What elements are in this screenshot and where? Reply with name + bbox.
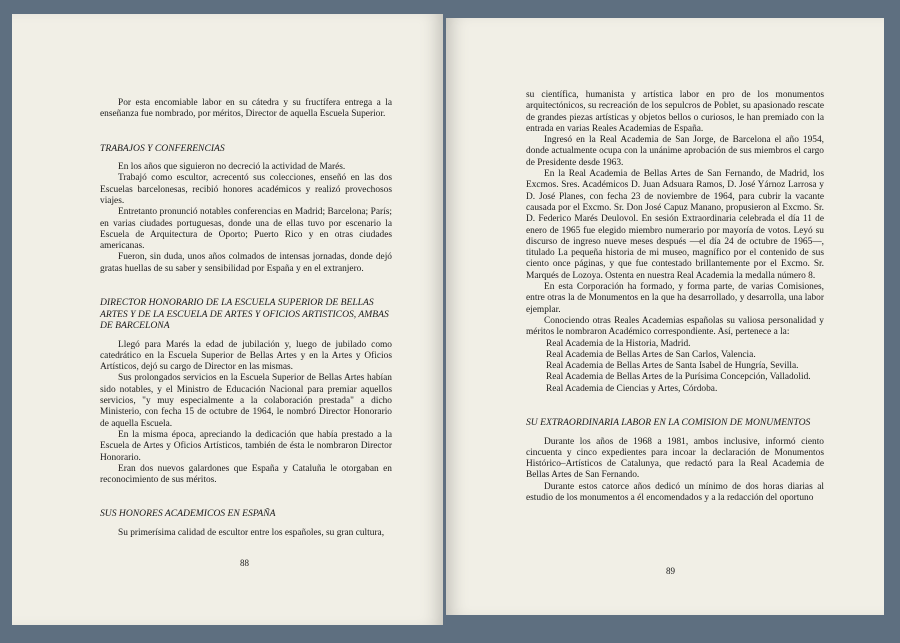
section-heading-trabajos: TRABAJOS Y CONFERENCIAS [100,142,225,154]
paragraph: En la misma época, apreciando la dedicación que había prestado a la Escuela de Artes y Oficios Artísticos, también de ésta le nombraron Director Honorario. [100,429,392,463]
paragraph: Por esta encomiable labor en su cátedra y su fructífera entrega a la enseñanza fue nombrado, por méritos, Director de aquella Escuela Superior. [100,98,392,120]
paragraph: En la Real Academia de Bellas Artes de San Fernando, de Madrid, los Excmos. Sres. Académicos D. Juan Adsuara Ramos, D. José Yárnoz Larrosa y D. José Planes, con fecha 23 de noviembre de 1964, para cubrir la vacante causada por el Excmo. Sr. Don José Capuz Manano, propusieron al Excmo. Sr. D. Federico Marés Deulovol. En sesión Extraordinaria celebrada el día 11 de enero de 1965 fue elegido miembro numerario por mayoría de votos. Leyó su discurso de ingreso nueve meses después —el día 24 de octubre de 1965—, titulado La pequeña historia de mi museo, magnífico por el contenido de sus ciento once páginas, y que fue contestado brillantemente por el Excmo. Sr. Marqués de Lozoya. Ostenta en nuestra Real Academia la medalla número 8. [526,169,824,281]
paragraph: Sus prolongados servicios en la Escuela Superior de Bellas Artes habían sido notables, y el Ministro de Educación Nacional para premiar aquellos servicios, "y muy especialmente a la colaboración prestada" a dicho Ministerio, con fecha 15 de octubre de 1964, le nombró Director Honorario de aquella Escuela. [100,373,392,429]
section-heading-honores: SUS HONORES ACADEMICOS EN ESPAÑA [100,508,276,520]
list-item: Real Academia de Bellas Artes de Santa Isabel de Hungría, Sevilla. [546,361,799,372]
paragraph: Trabajó como escultor, acrecentó sus colecciones, enseñó en las dos Escuelas barcelonesas, recibió honores académicos y realizó provechosos viajes. [100,173,392,206]
paragraph: Eran dos nuevos galardones que España y Cataluña le otorgaban en reconocimiento de sus méritos. [100,463,392,486]
right-page [446,18,884,615]
paragraph: Entretanto pronunció notables conferencias en Madrid; Barcelona; París; en varias ciudades portuguesas, donde una de ellas tuvo por escenario la Escuela de Arquitectura de Oporto; Puerto Rico y en otras ciudades americanas. [100,207,392,252]
section-heading-labor: SU EXTRAORDINARIA LABOR EN LA COMISION DE MONUMENTOS [526,417,811,429]
page-number: 89 [666,566,675,576]
paragraph: Durante los años de 1968 a 1981, ambos inclusive, informó ciento cincuenta y cinco expedientes para incoar la declaración de Monumentos Histórico–Artísticos de Catalunya, que redactó para la Real Academia de Bellas Artes de San Fernando. [526,436,824,481]
list-item: Real Academia de Ciencias y Artes, Córdoba. [546,383,718,394]
paragraph: Su primerísima calidad de escultor entre los españoles, su gran cultura, [118,527,385,538]
left-page [12,14,443,625]
right-page-text [526,90,824,504]
paragraph: Ingresó en la Real Academia de San Jorge, de Barcelona el año 1954, donde actualmente ocupa con la unánime aprobación de sus miembros el cargo de Presidente desde 1963. [526,135,824,168]
list-item: Real Academia de la Historia, Madrid. [546,338,691,349]
paragraph: Llegó para Marés la edad de jubilación y, luego de jubilado como catedrático en la Escuela Superior de Bellas Artes y en la Artes y Oficios Artísticos, dejó su cargo de Director en las mismas. [100,339,392,373]
paragraph: En los años que siguieron no decreció la actividad de Marés. [118,162,346,173]
paragraph: En esta Corporación ha formado, y forma parte, de varias Comisiones, entre otras la de Monumentos en la que ha desarrollado, y desarrolla, una labor ejemplar. [526,282,824,315]
paragraph: Conociendo otras Reales Academias españolas su valiosa personalidad y méritos le nombraron Académico correspondiente. Así, pertenece a la: [526,315,824,338]
academy-list [526,339,824,395]
paragraph: su científica, humanista y artística labor en pro de los monumentos arquitectónicos, su recreación de los sepulcros de Poblet, su apasionado rescate de grandes piezas artísticas y objetos bellos o curiosos, le han premiado con la entrada en varias Reales Academias de España. [526,90,824,134]
list-item: Real Academia de Bellas Artes de la Purísima Concepción, Valladolid. [546,372,811,383]
section-heading-director: DIRECTOR HONORARIO DE LA ESCUELA SUPERIOR DE BELLAS ARTES Y DE LA ESCUELA DE ARTES Y OFICIOS ARTISTICOS, AMBAS DE BARCELONA [100,297,389,332]
list-item: Real Academia de Bellas Artes de San Carlos, Valencia. [546,349,756,360]
page-number: 88 [240,558,249,568]
left-page-text [100,98,392,539]
paragraph: Durante estos catorce años dedicó un mínimo de dos horas diarias al estudio de los monumentos a él encomendados y a la redacción del oportuno [526,481,824,503]
paragraph: Fueron, sin duda, unos años colmados de intensas jornadas, donde dejó gratas huellas de su saber y sensibilidad por España y en el extranjero. [100,252,392,274]
